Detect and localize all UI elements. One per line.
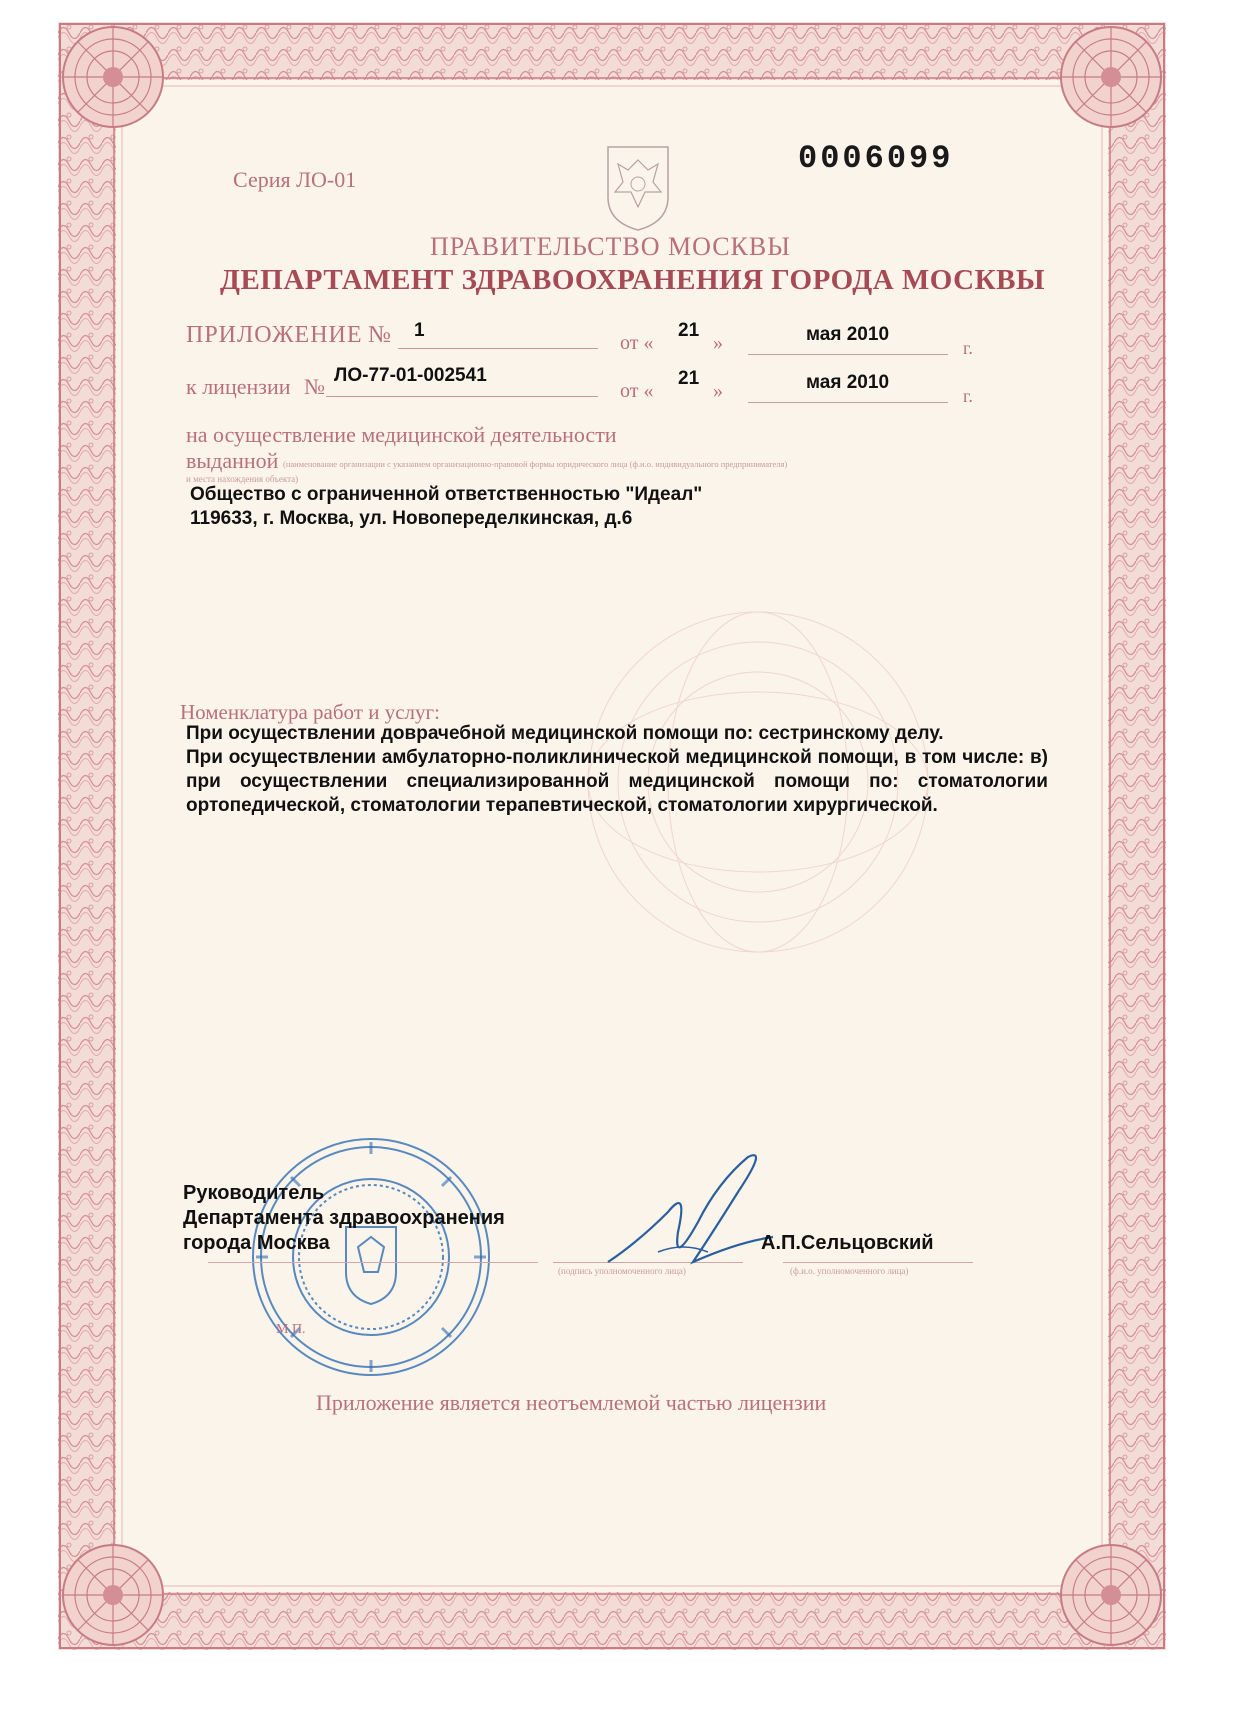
appendix-number: 1 <box>414 320 425 341</box>
name-hint: (ф.и.о. уполномоченного лица) <box>790 1266 909 1276</box>
title-underline <box>208 1262 538 1263</box>
nomenclature-text <box>186 722 1048 818</box>
purpose-line: на осуществление медицинской деятельности <box>186 422 617 447</box>
signatory-title-1: Руководитель <box>183 1182 325 1204</box>
footer-note: Приложение является неотъемлемой частью лицензии <box>316 1390 827 1415</box>
license-year-suffix: г. <box>963 386 973 406</box>
signature-icon <box>598 1142 788 1282</box>
appendix-from-label: от « <box>620 332 654 354</box>
organization-address: 119633, г. Москва, ул. Новопеределкинская, д.6 <box>190 508 633 529</box>
license-number-underline <box>326 396 598 397</box>
series-label: Серия ЛО-01 <box>233 167 357 192</box>
appendix-number-underline <box>398 348 598 349</box>
nomenclature-label: Номенклатура работ и услуг: <box>180 700 440 724</box>
license-close-quote: » <box>713 380 723 402</box>
license-appendix-sheet <box>58 22 1166 1650</box>
name-underline <box>783 1262 973 1263</box>
organization-name: Общество с ограниченной ответственностью "Идеал" <box>190 484 703 505</box>
nomenclature-line-2: При осуществлении амбулаторно-поликлинической медицинской помощи, в том числе: в) при осуществлении специализированной медицинской помощи по: стоматологии ортопедической, стоматологии терапевтической, стоматологии хирургической. <box>186 747 1048 816</box>
coat-of-arms-icon <box>603 142 673 232</box>
appendix-label: ПРИЛОЖЕНИЕ <box>186 322 363 348</box>
nomenclature-line-1: При осуществлении доврачебной медицинской помощи по: сестринскому делу. <box>186 723 944 744</box>
corner-rosette-icon <box>1056 1540 1166 1650</box>
form-number: 0006099 <box>798 140 954 177</box>
license-number: ЛО-77-01-002541 <box>334 365 487 386</box>
signatory-name: А.П.Сельцовский <box>761 1232 934 1254</box>
issued-label: выданной <box>186 448 279 473</box>
license-day: 21 <box>678 368 700 389</box>
corner-rosette-icon <box>58 22 168 132</box>
corner-rosette-icon <box>1056 22 1166 132</box>
appendix-day: 21 <box>678 320 700 341</box>
license-date-underline <box>748 402 948 403</box>
issued-hint-2: и места нахождения объекта) <box>186 474 299 484</box>
signatory-title-3: города Москва <box>183 1232 330 1254</box>
signature-hint: (подпись уполномоченного лица) <box>558 1266 686 1276</box>
signatory-title-2: Департамента здравоохранения <box>183 1207 505 1229</box>
appendix-year-suffix: г. <box>963 338 973 358</box>
license-month-year: мая 2010 <box>806 372 890 393</box>
government-title: ПРАВИТЕЛЬСТВО МОСКВЫ <box>430 232 791 261</box>
department-title: ДЕПАРТАМЕНТ ЗДРАВООХРАНЕНИЯ ГОРОДА МОСКВЫ <box>220 264 1045 296</box>
license-from-label: от « <box>620 380 654 402</box>
appendix-month-year: мая 2010 <box>806 324 890 345</box>
appendix-no-sign: № <box>368 322 391 348</box>
license-label: к лицензии <box>186 374 291 399</box>
issued-hint: (наименование организации с указанием организационно-правовой формы юридического лица (ф.и.о. индивидуального предпринимателя) <box>283 459 788 469</box>
appendix-close-quote: » <box>713 332 723 354</box>
corner-rosette-icon <box>58 1540 168 1650</box>
official-stamp-icon <box>246 1132 496 1382</box>
stamp-place-label: М.П. <box>276 1322 306 1337</box>
appendix-date-underline <box>748 354 948 355</box>
license-no-sign: № <box>304 374 325 399</box>
